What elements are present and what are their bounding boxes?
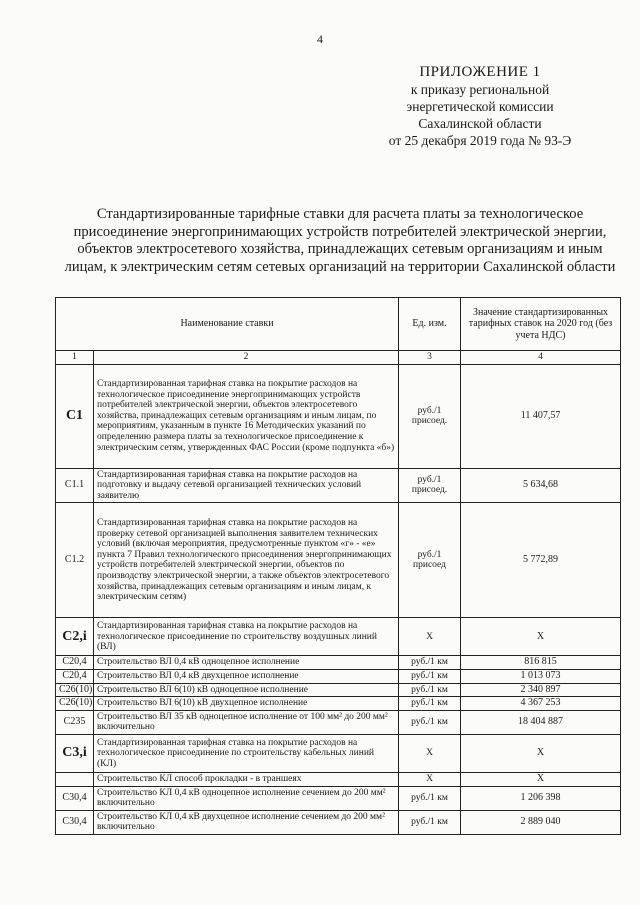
rate-name: Стандартизированная тарифная ставка на покрытие расходов на проверку сетевой организацией выполнения заявителем технических условий (включая мероприятия, предусмотренные пунктом «г» - «е» пункта 7 Правил технологического присоединения энергопринимающих устройств потребителей электрической энергии, объектов по производству электрической энергии, а также объектов электросетевого хозяйства, принадлежащих сетевым организациям и иным лицам, к электрическим сетям) (94, 503, 399, 618)
rate-unit: руб./1 присоед (399, 503, 461, 618)
rate-unit: Х (399, 772, 461, 786)
rate-name: Стандартизированная тарифная ставка на покрытие расходов на технологическое присоединение по строительству воздушных линий (ВЛ) (94, 618, 399, 656)
rate-code: C30,4 (56, 810, 94, 834)
rate-code: C20,4 (56, 669, 94, 683)
rate-unit: руб./1 км (399, 810, 461, 834)
rate-code: C235 (56, 710, 94, 734)
rate-unit: руб./1 км (399, 697, 461, 711)
column-number: 2 (94, 351, 399, 365)
rate-name: Строительство ВЛ 0,4 кВ одноцепное исполнение (94, 656, 399, 670)
rate-value: 1 013 073 (461, 669, 621, 683)
rate-name: Строительство ВЛ 0,4 кВ двухцепное исполнение (94, 669, 399, 683)
table-row (56, 772, 621, 786)
column-number: 1 (56, 351, 94, 365)
appendix-heading: ПРИЛОЖЕНИЕ 1 (419, 64, 541, 80)
rate-value: Х (461, 772, 621, 786)
column-number: 4 (461, 351, 621, 365)
rate-unit: руб./1 км (399, 786, 461, 810)
appendix-block (360, 64, 600, 149)
table-row (56, 669, 621, 683)
page-number: 4 (317, 32, 323, 46)
rate-value: 5 772,89 (461, 503, 621, 618)
rate-name: Строительство ВЛ 6(10) кВ одноцепное исполнение (94, 683, 399, 697)
appendix-line: Сахалинской области (418, 116, 542, 131)
appendix-date: от 25 декабря 2019 года № 93-Э (388, 133, 572, 148)
rate-value: 4 367 253 (461, 697, 621, 711)
table-header-row (56, 298, 621, 351)
table-row (56, 683, 621, 697)
rate-name: Строительство ВЛ 6(10) кВ двухцепное исполнение (94, 697, 399, 711)
rate-code: C26(10) (56, 697, 94, 711)
table-row (56, 364, 621, 468)
rate-code (56, 772, 94, 786)
column-number: 3 (399, 351, 461, 365)
rate-unit: руб./1 км (399, 683, 461, 697)
table-row (56, 710, 621, 734)
rate-unit: Х (399, 734, 461, 772)
rate-code: C20,4 (56, 656, 94, 670)
header-unit: Ед. изм. (399, 298, 461, 351)
rate-code: C1 (56, 364, 94, 468)
appendix-line: к приказу региональной (410, 82, 550, 97)
rate-value: 2 340 897 (461, 683, 621, 697)
rate-value: Х (461, 618, 621, 656)
rate-name: Строительство ВЛ 35 кВ одноцепное исполнение от 100 мм² до 200 мм² включительно (94, 710, 399, 734)
table-row (56, 656, 621, 670)
rate-name: Стандартизированная тарифная ставка на покрытие расходов на подготовку и выдачу сетевой организацией технических условий заявителю (94, 468, 399, 503)
table-row (56, 618, 621, 656)
rate-value: 1 206 398 (461, 786, 621, 810)
rate-value: 5 634,68 (461, 468, 621, 503)
rate-code: C1.2 (56, 503, 94, 618)
rate-unit: руб./1 км (399, 656, 461, 670)
rate-name: Стандартизированная тарифная ставка на покрытие расходов на технологическое присоединение по строительству кабельных линий (КЛ) (94, 734, 399, 772)
column-numbers-row (56, 351, 621, 365)
table-row (56, 734, 621, 772)
rate-unit: руб./1 присоед. (399, 364, 461, 468)
rate-value: 11 407,57 (461, 364, 621, 468)
rate-name: Строительство КЛ 0,4 кВ одноцепное исполнение сечением до 200 мм² включительно (94, 786, 399, 810)
rates-table (55, 297, 621, 835)
rate-code: C30,4 (56, 786, 94, 810)
rate-name: Строительство КЛ 0,4 кВ двухцепное исполнение сечением до 200 мм² включительно (94, 810, 399, 834)
table-row (56, 810, 621, 834)
rate-unit: руб./1 км (399, 710, 461, 734)
rate-unit: Х (399, 618, 461, 656)
table-row (56, 503, 621, 618)
rate-code: C2,i (56, 618, 94, 656)
rate-value: 18 404 887 (461, 710, 621, 734)
rate-name: Строительство КЛ способ прокладки - в траншеях (94, 772, 399, 786)
rate-name: Стандартизированная тарифная ставка на покрытие расходов на технологическое присоединение энергопринимающих устройств потребителей электрической энергии, объектов электросетевого хозяйства, принадлежащих сетевым организациям и иным лицам, по мероприятиям, указанным в пункте 16 Методических указаний по определению размера платы за технологическое присоединение к электрическим сетям, утвержденных ФАС России (кроме подпункта «б») (94, 364, 399, 468)
rate-unit: руб./1 присоед. (399, 468, 461, 503)
table-row (56, 786, 621, 810)
document-title: Стандартизированные тарифные ставки для расчета платы за технологическое присоединение энергопринимающих устройств потребителей электрической энергии, объектов электросетевого хозяйства, принадлежащих сетевым организациям и иным лицам, к электрическим сетям сетевых организаций на территории Сахалинской области (64, 206, 616, 275)
table-row (56, 468, 621, 503)
header-value: Значение стандартизированных тарифных ставок на 2020 год (без учета НДС) (461, 298, 621, 351)
rate-unit: руб./1 км (399, 669, 461, 683)
rate-code: C1.1 (56, 468, 94, 503)
rate-value: 2 889 040 (461, 810, 621, 834)
rate-code: C26(10) (56, 683, 94, 697)
rate-code: C3,i (56, 734, 94, 772)
rate-value: Х (461, 734, 621, 772)
appendix-line: энергетической комиссии (406, 99, 554, 114)
table-row (56, 697, 621, 711)
header-name: Наименование ставки (56, 298, 399, 351)
rate-value: 816 815 (461, 656, 621, 670)
